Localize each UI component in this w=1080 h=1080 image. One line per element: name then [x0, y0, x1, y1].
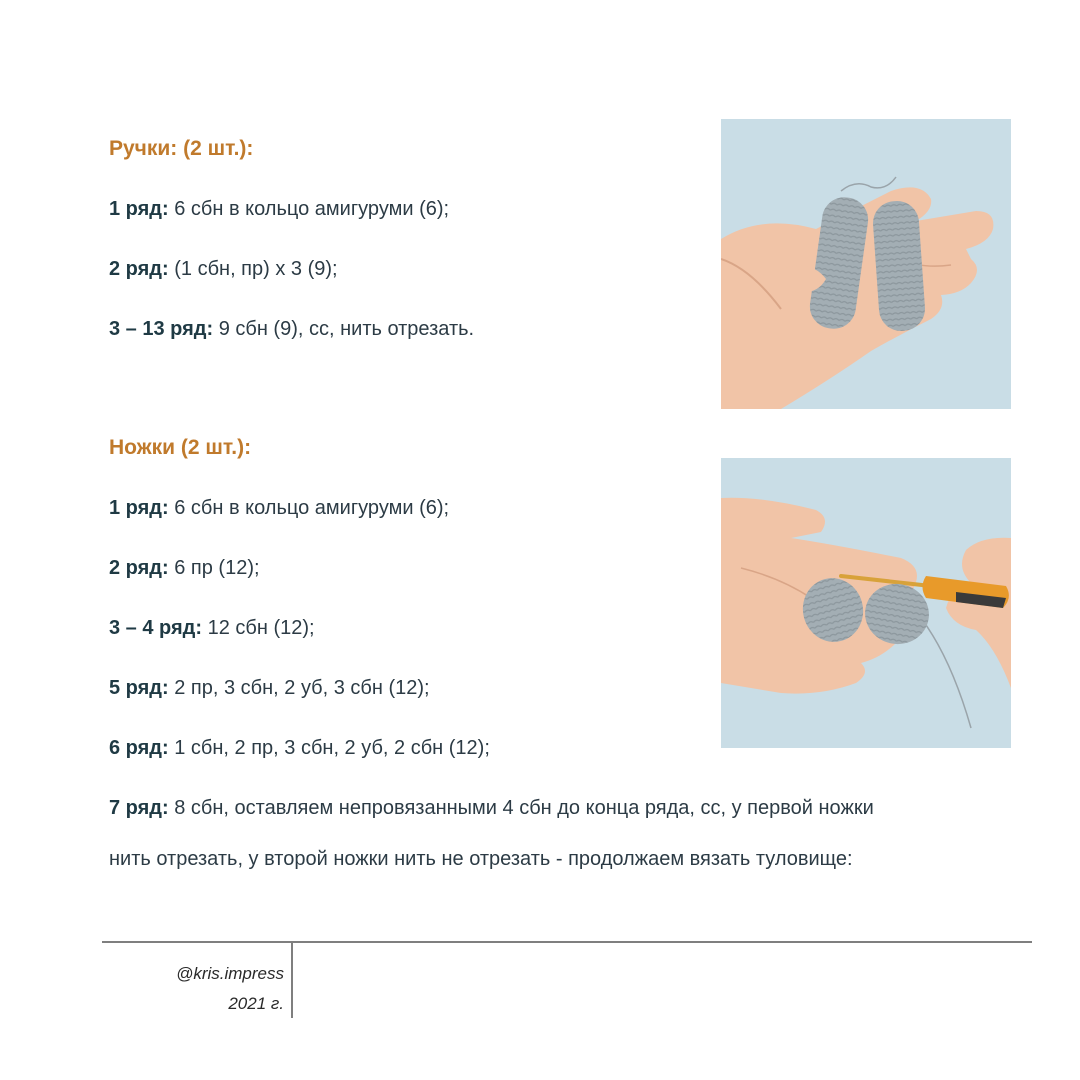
- row-label: 3 – 13 ряд:: [109, 318, 214, 340]
- row-text: 6 пр (12);: [168, 557, 260, 579]
- section-title-legs: Ножки (2 шт.):: [109, 436, 252, 459]
- footer-year: 2021 г.: [228, 994, 284, 1013]
- legs-row-3: [109, 616, 315, 640]
- footer-divider-vertical: [291, 942, 293, 1018]
- legs-row-6: [109, 796, 874, 820]
- photo-legs: [721, 458, 1011, 748]
- row-label: 1 ряд:: [109, 497, 169, 519]
- section-title-arms: Ручки: (2 шт.):: [109, 137, 254, 160]
- row-label: 3 – 4 ряд:: [109, 617, 203, 639]
- footer-divider-horizontal: [102, 941, 1032, 943]
- row-text: 1 сбн, 2 пр, 3 сбн, 2 уб, 2 сбн (12);: [168, 737, 490, 759]
- row-text: 9 сбн (9), сс, нить отрезать.: [213, 318, 475, 340]
- row-label: 7 ряд:: [109, 797, 169, 819]
- row-text: 12 сбн (12);: [202, 617, 315, 639]
- legs-row-5: [109, 736, 490, 760]
- arms-row-1: [109, 197, 449, 221]
- row-text: (1 сбн, пр) х 3 (9);: [168, 258, 338, 280]
- crochet-arm-right: [872, 200, 927, 333]
- footer-handle: @kris.impress: [176, 964, 284, 983]
- legs-row-4: [109, 676, 430, 700]
- row-label: 2 ряд:: [109, 557, 169, 579]
- row-text: 6 сбн в кольцо амигуруми (6);: [168, 198, 450, 220]
- row-text: 2 пр, 3 сбн, 2 уб, 3 сбн (12);: [168, 677, 430, 699]
- row-label: 6 ряд:: [109, 737, 169, 759]
- photo-legs-illustration: [721, 458, 1011, 748]
- row-label: 5 ряд:: [109, 677, 169, 699]
- legs-row-2: [109, 556, 260, 580]
- arms-row-3: [109, 317, 474, 341]
- row-label: 2 ряд:: [109, 258, 169, 280]
- legs-row-1: [109, 496, 449, 520]
- row-text: нить отрезать, у второй ножки нить не отрезать - продолжаем вязать туловище:: [109, 848, 853, 870]
- row-text: 6 сбн в кольцо амигуруми (6);: [168, 497, 450, 519]
- legs-row-6-continuation: [109, 847, 853, 871]
- photo-arms-illustration: [721, 119, 1011, 409]
- photo-arms: [721, 119, 1011, 409]
- row-text: 8 сбн, оставляем непровязанными 4 сбн до конца ряда, сс, у первой ножки: [168, 797, 874, 819]
- row-label: 1 ряд:: [109, 198, 169, 220]
- arms-row-2: [109, 257, 338, 281]
